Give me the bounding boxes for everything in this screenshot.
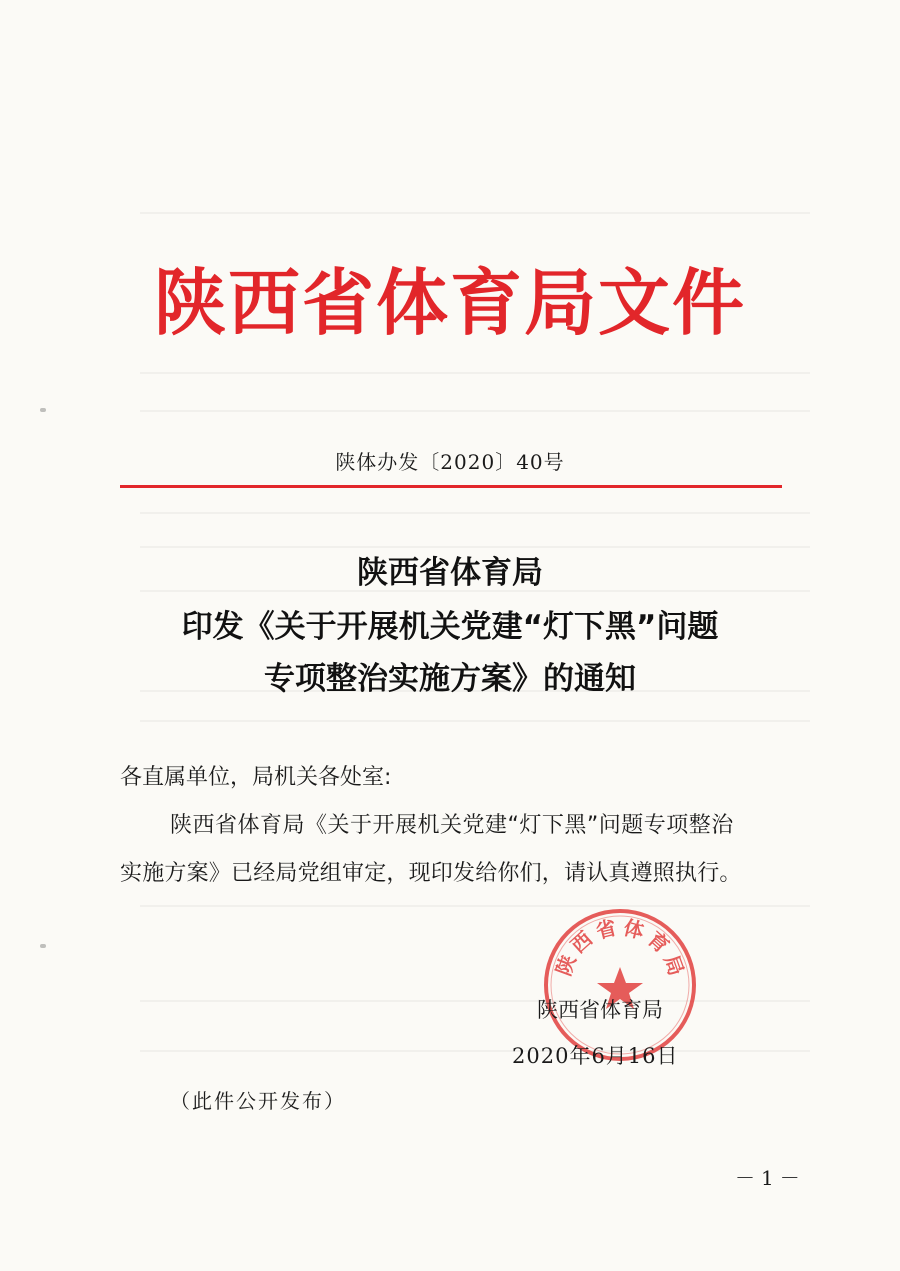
publication-note: （此件公开发布） xyxy=(170,1089,346,1113)
document-number: 陕体办发〔2020〕40号 xyxy=(335,450,565,474)
salutation: 各直属单位，局机关各处室: xyxy=(120,765,392,790)
page-number: －1－ xyxy=(735,1166,806,1190)
seal-character: 育 xyxy=(643,926,674,958)
bleed-through-line xyxy=(140,212,810,214)
notice-title-line-1: 陕西省体育局 xyxy=(357,555,543,591)
issuer-header-title: 陕西省体育局文件 xyxy=(153,260,746,345)
bleed-through-line xyxy=(140,372,810,374)
seal-character: 陕 xyxy=(551,951,581,979)
bleed-through-line xyxy=(140,905,810,907)
seal-character: 省 xyxy=(593,915,619,944)
seal-character: 西 xyxy=(566,926,597,958)
bleed-through-line xyxy=(140,410,810,412)
bleed-through-line xyxy=(140,1050,810,1052)
bleed-through-line xyxy=(140,546,810,548)
seal-character: 局 xyxy=(659,951,689,979)
bleed-through-line xyxy=(140,512,810,514)
binding-mark xyxy=(40,944,46,948)
signature-date: 2020年6月16日 xyxy=(512,1044,679,1068)
red-separator-line xyxy=(120,485,782,488)
body-paragraph-line-1: 陕西省体育局《关于开展机关党建“灯下黑”问题专项整治 xyxy=(170,813,734,838)
bleed-through-line xyxy=(140,720,810,722)
seal-character: 体 xyxy=(621,915,647,944)
notice-title-line-2: 印发《关于开展机关党建“灯下黑”问题 xyxy=(181,609,719,645)
binding-mark xyxy=(40,408,46,412)
body-paragraph-line-2: 实施方案》已经局党组审定，现印发给你们，请认真遵照执行。 xyxy=(120,861,742,886)
bleed-through-line xyxy=(140,1000,810,1002)
signature-organization: 陕西省体育局 xyxy=(537,998,663,1022)
notice-title-line-3: 专项整治实施方案》的通知 xyxy=(264,661,636,697)
